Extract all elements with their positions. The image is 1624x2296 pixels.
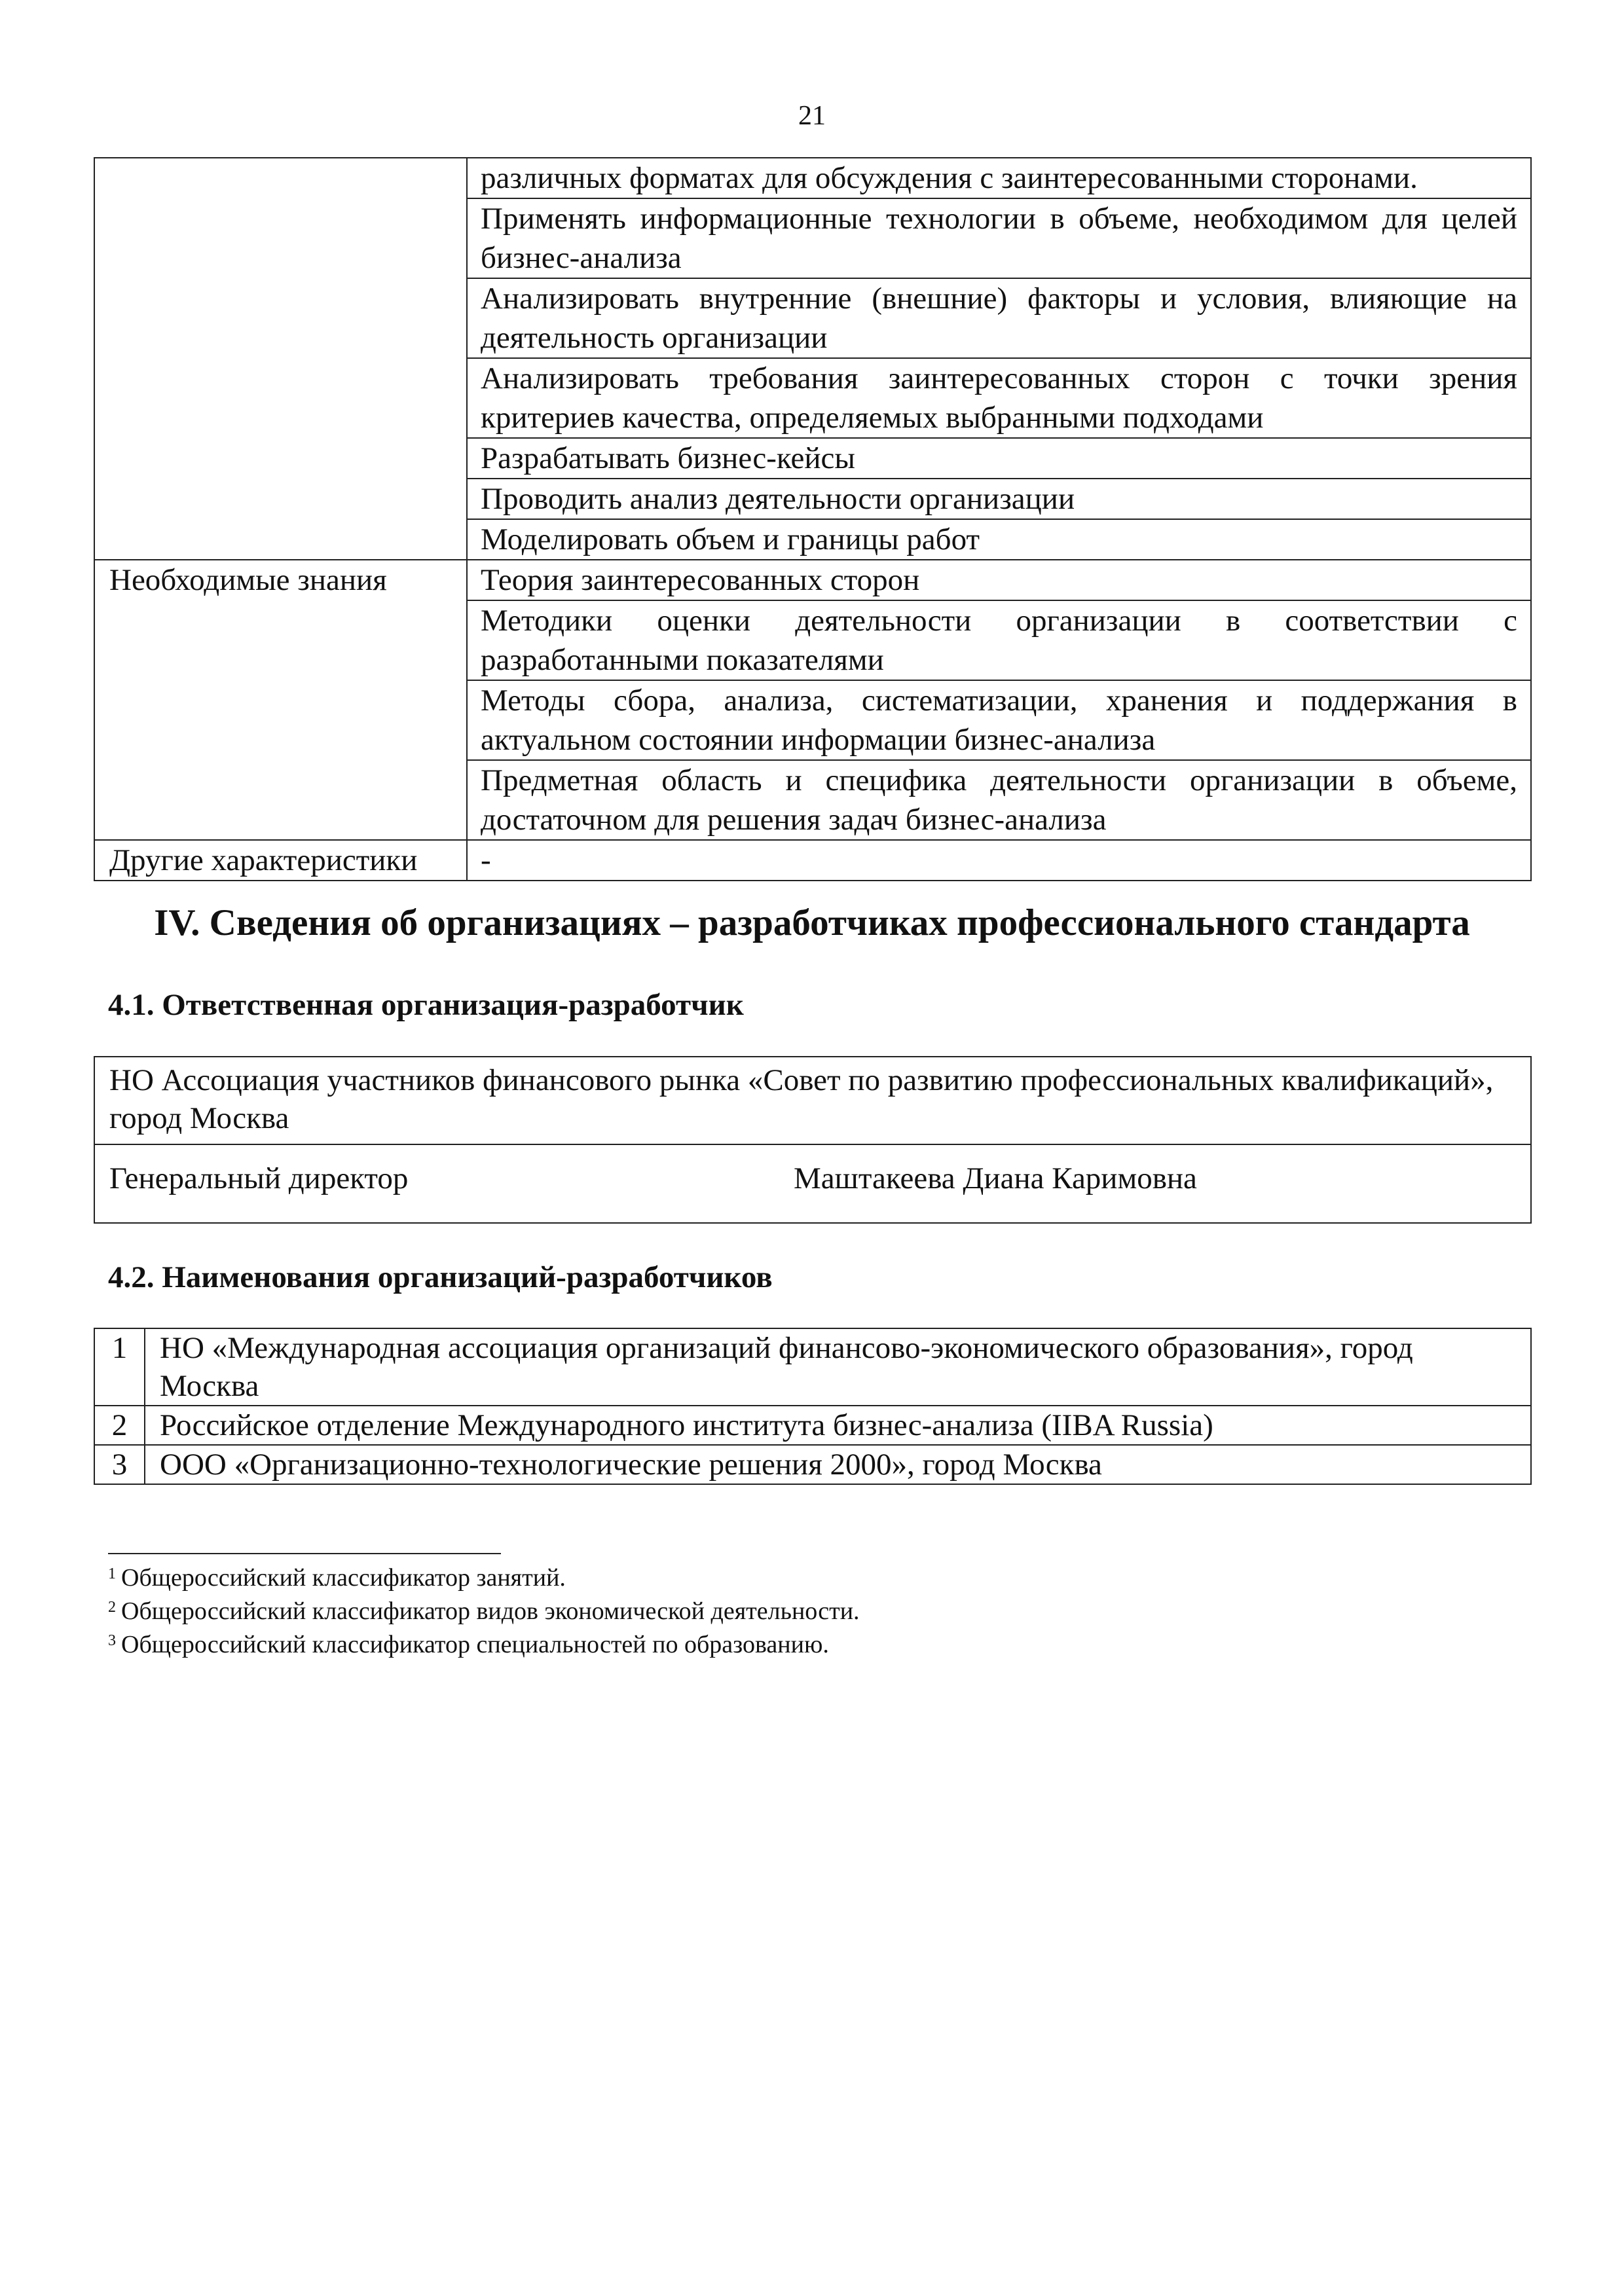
responsible-org-name: НО Ассоциация участников финансового рынка «Совет по развитию профессиональных квалификаций», город Москва [94,1057,1531,1144]
skill-item: Разрабатывать бизнес-кейсы [467,438,1531,479]
table-row [94,840,1531,881]
skill-item: различных форматах для обсуждения с заинтересованными сторонами. [467,158,1531,198]
table-row [94,1445,1531,1484]
empty-label-cell [94,158,467,560]
row-number: 1 [94,1328,145,1406]
skills-table [94,157,1532,881]
footnote-text: Общероссийский классификатор видов экономической деятельности. [121,1597,860,1625]
table-row [94,1057,1531,1144]
responsible-heading: 4.1. Ответственная организация-разработчик [108,988,744,1022]
developer-name: Российское отделение Международного института бизнес-анализа (IIBA Russia) [145,1406,1531,1445]
other-characteristics-label: Другие характеристики [94,840,467,881]
footnote [108,1595,860,1628]
director-name: Маштакеева Диана Каримовна [794,1161,1197,1195]
skill-item: Моделировать объем и границы работ [467,519,1531,560]
other-characteristics-value: - [467,840,1531,881]
developers-heading: 4.2. Наименования организаций-разработчиков [108,1260,773,1294]
page-number: 21 [798,101,826,131]
responsible-org-table [94,1056,1532,1224]
row-number: 3 [94,1445,145,1484]
footnote-mark: 1 [108,1565,116,1582]
table-row [94,1406,1531,1445]
row-number: 2 [94,1406,145,1445]
knowledge-item: Предметная область и специфика деятельности организации в объеме, достаточном для решения задач бизнес-анализа [467,760,1531,840]
footnote [108,1628,860,1662]
knowledge-label: Необходимые знания [94,560,467,840]
table-row [94,1328,1531,1406]
skill-item: Проводить анализ деятельности организации [467,479,1531,519]
director-position: Генеральный директор [109,1161,409,1195]
footnote-divider [108,1553,501,1554]
skill-item: Анализировать требования заинтересованных сторон с точки зрения критериев качества, определяемых выбранными подходами [467,358,1531,438]
skill-item: Анализировать внутренние (внешние) факторы и условия, влияющие на деятельность организации [467,278,1531,358]
knowledge-item: Теория заинтересованных сторон [467,560,1531,600]
table-row [94,158,1531,198]
footnote-mark: 3 [108,1632,116,1649]
footnote-text: Общероссийский классификатор занятий. [121,1564,566,1592]
signature-row [94,1144,1531,1223]
footnotes [108,1561,860,1662]
knowledge-item: Методики оценки деятельности организации в соответствии с разработанными показателями [467,600,1531,680]
knowledge-item: Методы сбора, анализа, систематизации, хранения и поддержания в актуальном состоянии информации бизнес-анализа [467,680,1531,760]
footnote-text: Общероссийский классификатор специальностей по образованию. [121,1631,829,1658]
skill-item: Применять информационные технологии в объеме, необходимом для целей бизнес-анализа [467,198,1531,278]
developer-name: ООО «Организационно-технологические решения 2000», город Москва [145,1445,1531,1484]
developer-name: НО «Международная ассоциация организаций финансово-экономического образования», город Москва [145,1328,1531,1406]
table-row [94,1144,1531,1223]
footnote-mark: 2 [108,1599,116,1616]
footnote [108,1561,860,1595]
section-title: IV. Сведения об организациях – разработчиках профессионального стандарта [154,902,1470,943]
developers-table [94,1328,1532,1485]
table-row [94,560,1531,600]
